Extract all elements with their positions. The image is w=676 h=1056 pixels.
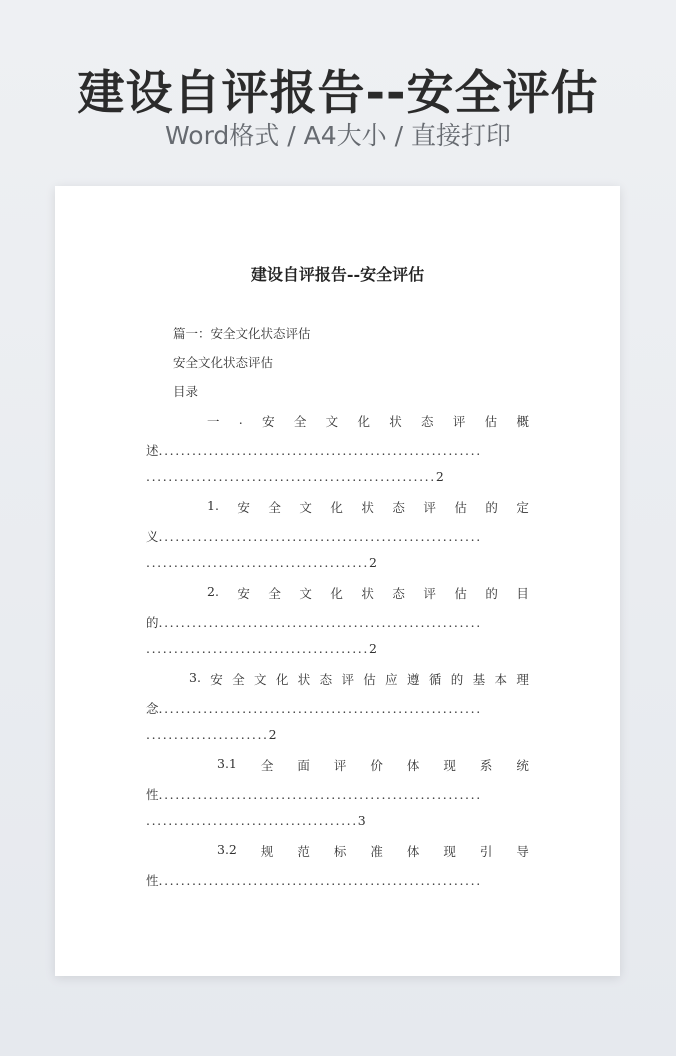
toc-heading-char: 估 xyxy=(363,672,376,687)
toc-entry-heading xyxy=(207,498,529,516)
toc-heading-char: 3. xyxy=(189,670,201,685)
toc-heading-char: 估 xyxy=(484,414,498,429)
toc-heading-char: 评 xyxy=(423,586,436,601)
toc-page-number: 2 xyxy=(368,641,377,657)
toc-continuation-char: 述 xyxy=(146,442,159,458)
toc-page-number: 2 xyxy=(435,469,444,485)
toc-heading-char: 体 xyxy=(406,844,420,859)
toc-leader-dots: .......................................................... xyxy=(158,786,482,802)
toc-heading-char: 估 xyxy=(454,500,467,515)
toc-heading-char: 一 xyxy=(207,414,220,429)
toc-heading-char: 文 xyxy=(325,414,339,429)
toc-leader-dots: .......................................................... xyxy=(158,614,482,630)
toc-entry-continuation xyxy=(146,699,529,717)
toc-entry-heading xyxy=(207,412,529,430)
toc-heading-char: 导 xyxy=(516,844,529,859)
toc-heading-char: 全 xyxy=(232,672,245,687)
banner-title: 建设自评报告--安全评估 xyxy=(77,66,599,121)
toc-heading-char: 2. xyxy=(207,584,219,599)
toc-heading-char: 估 xyxy=(454,586,467,601)
toc-heading-char: 态 xyxy=(392,586,405,601)
toc-continuation-char: 性 xyxy=(146,786,159,802)
toc-heading-char: 状 xyxy=(389,414,402,429)
toc-heading-char: 应 xyxy=(385,672,398,687)
toc-heading-char: 遵 xyxy=(407,672,420,687)
toc-heading-char: 化 xyxy=(330,586,343,601)
toc-heading-char: 统 xyxy=(516,758,529,773)
toc-heading-char: 体 xyxy=(406,758,420,773)
toc-entry-page-line xyxy=(146,469,444,484)
toc-leader-dots: .................................................... xyxy=(146,469,436,485)
toc-heading-char: 循 xyxy=(428,672,442,687)
toc-heading-char: 基 xyxy=(472,672,486,687)
toc-heading-char: 状 xyxy=(361,500,374,515)
toc-heading-char: 化 xyxy=(357,414,370,429)
document-title: 建设自评报告--安全评估 xyxy=(250,265,425,284)
toc-heading-char: 安 xyxy=(237,500,250,515)
paragraph-chapter: 篇一：安全文化状态评估 xyxy=(173,326,311,341)
toc-heading-char: 的 xyxy=(485,500,498,515)
toc-heading-char: 文 xyxy=(254,672,267,687)
toc-heading-char: 状 xyxy=(297,672,311,687)
banner-subtitle: Word格式 / A4大小 / 直接打印 xyxy=(165,121,511,150)
toc-heading-char: 评 xyxy=(423,500,436,515)
toc-heading-char: 态 xyxy=(392,500,405,515)
toc-entry-page-line xyxy=(146,727,277,742)
toc-entry-continuation xyxy=(146,527,529,545)
toc-heading-char: 面 xyxy=(297,758,310,773)
toc-leader-dots: .......................................................... xyxy=(158,528,482,544)
document-page xyxy=(55,186,620,976)
paragraph-contents-label: 目录 xyxy=(173,384,199,399)
toc-heading-char: 全 xyxy=(260,758,274,773)
toc-continuation-char: 念 xyxy=(146,700,159,716)
toc-entry-continuation xyxy=(146,785,529,803)
toc-heading-char: 现 xyxy=(443,844,456,859)
toc-heading-char: 现 xyxy=(443,758,456,773)
toc-heading-char: 价 xyxy=(370,758,383,773)
toc-heading-char: 全 xyxy=(268,586,281,601)
toc-heading-char: 安 xyxy=(237,586,250,601)
toc-heading-char: 化 xyxy=(330,500,343,515)
toc-heading-char: 安 xyxy=(262,414,275,429)
toc-heading-char: 全 xyxy=(268,500,281,515)
toc-leader-dots: .......................................................... xyxy=(158,442,482,458)
toc-leader-dots: ...................................... xyxy=(146,813,358,829)
toc-heading-char: 引 xyxy=(479,844,493,859)
toc-leader-dots: ........................................ xyxy=(146,641,369,657)
toc-continuation-char: 的 xyxy=(146,614,159,630)
toc-heading-char: 文 xyxy=(299,586,312,601)
toc-heading-char: 规 xyxy=(260,844,274,859)
toc-heading-char: 范 xyxy=(297,844,310,859)
toc-heading-char: 3.2 xyxy=(217,842,237,857)
toc-leader-dots: ........................................ xyxy=(146,555,369,571)
toc-leader-dots: ...................... xyxy=(146,727,269,743)
toc-heading-char: 评 xyxy=(333,758,347,773)
toc-heading-char: 理 xyxy=(516,672,529,687)
toc-entry-heading xyxy=(217,842,529,860)
toc-heading-char: 3.1 xyxy=(217,756,237,771)
toc-heading-char: 1. xyxy=(207,498,219,513)
toc-heading-char: . xyxy=(238,412,243,427)
toc-leader-dots: .......................................................... xyxy=(158,872,482,888)
toc-heading-char: 标 xyxy=(333,844,347,859)
toc-entry-heading xyxy=(207,584,529,602)
toc-heading-char: 评 xyxy=(341,672,354,687)
toc-page-number: 2 xyxy=(268,727,277,743)
toc-heading-char: 安 xyxy=(210,672,223,687)
toc-leader-dots: .......................................................... xyxy=(158,700,482,716)
toc-entry-page-line xyxy=(146,641,377,656)
toc-entry-continuation xyxy=(146,871,529,889)
toc-entry-continuation xyxy=(146,441,529,459)
toc-heading-char: 定 xyxy=(516,500,529,515)
toc-entry-heading xyxy=(189,670,529,688)
toc-heading-char: 评 xyxy=(452,414,466,429)
toc-entry-page-line xyxy=(146,555,377,570)
toc-entry-heading xyxy=(217,756,529,774)
toc-entry-page-line xyxy=(146,813,366,828)
toc-heading-char: 本 xyxy=(494,672,507,687)
paragraph-heading: 安全文化状态评估 xyxy=(173,355,274,370)
toc-heading-char: 态 xyxy=(421,414,434,429)
toc-page-number: 2 xyxy=(368,555,377,571)
toc-continuation-char: 义 xyxy=(146,528,159,544)
toc-heading-char: 态 xyxy=(319,672,333,687)
toc-continuation-char: 性 xyxy=(146,872,159,888)
toc-heading-char: 文 xyxy=(299,500,312,515)
toc-heading-char: 目 xyxy=(516,586,529,601)
toc-heading-char: 化 xyxy=(275,672,289,687)
toc-heading-char: 的 xyxy=(450,672,464,687)
toc-heading-char: 状 xyxy=(361,586,374,601)
toc-page-number: 3 xyxy=(357,813,366,829)
toc-heading-char: 概 xyxy=(516,414,529,429)
toc-entry-continuation xyxy=(146,613,529,631)
toc-heading-char: 准 xyxy=(370,844,383,859)
toc-heading-char: 全 xyxy=(293,414,307,429)
toc-heading-char: 系 xyxy=(479,758,493,773)
toc-heading-char: 的 xyxy=(485,586,498,601)
